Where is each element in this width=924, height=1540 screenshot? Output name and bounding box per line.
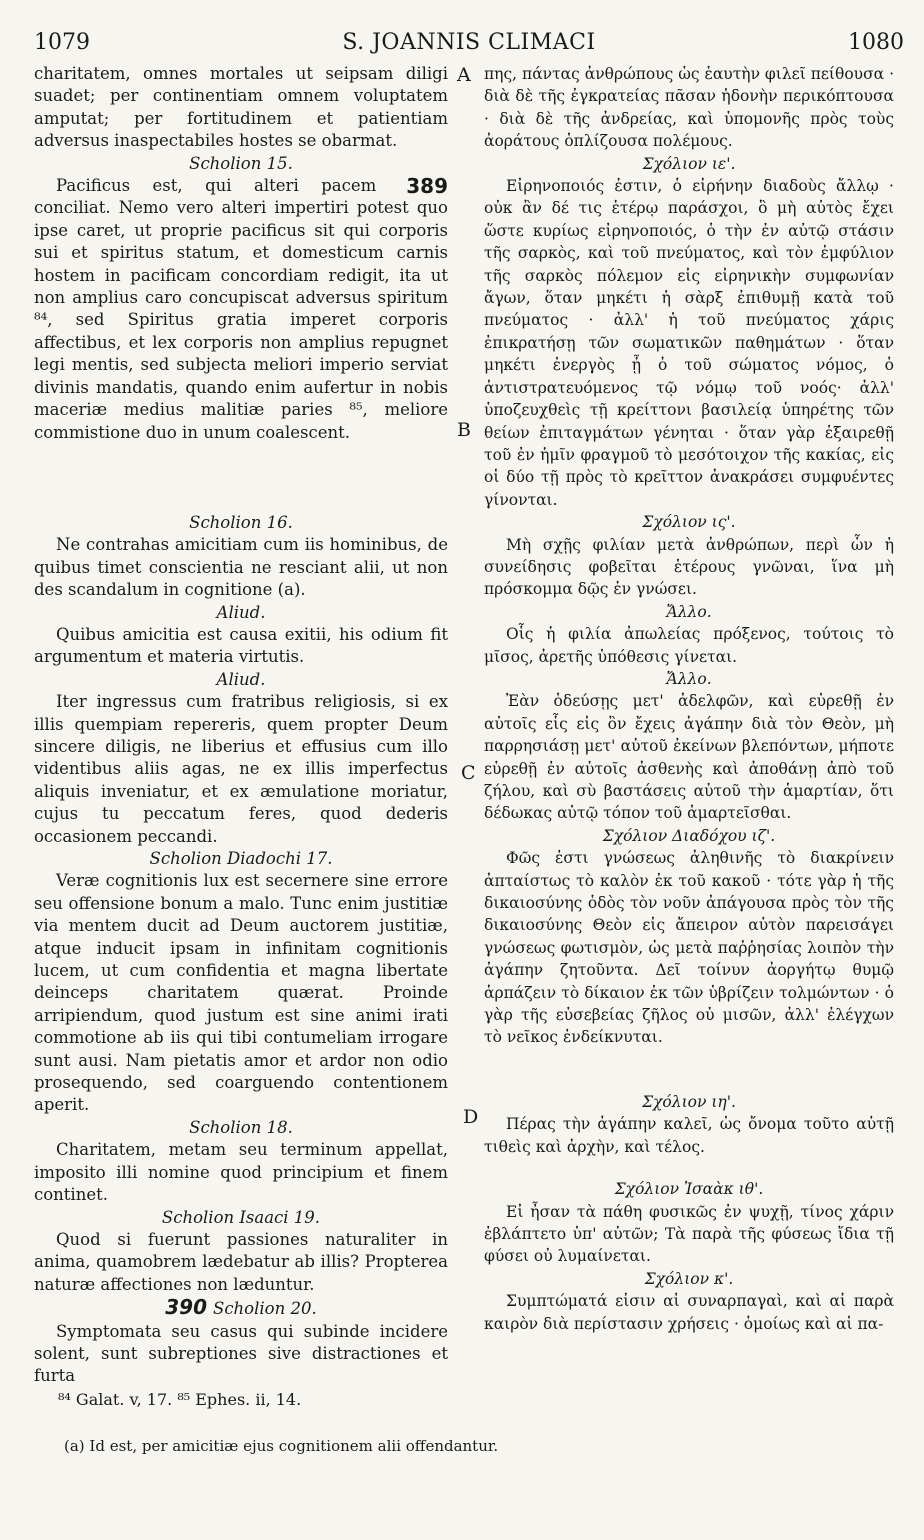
- greek-heading-20: Σχόλιον κ'.: [644, 1269, 734, 1288]
- latin-column: [34, 63, 448, 1388]
- greek-paragraph-allo-2: Ἐὰν ὁδεύσῃς μετ' ἀδελφῶν, καὶ εὑρεθῇ ἐν αὐτοῖς εἷς εἰς ὃν ἔχεις ἀγάπην διὰ τὸν Θεὸν, μὴ παρρησιάσῃ μετ' αὐτοῦ ἐκείνων βλεπόντων, μήποτε εὑρεθῇ ἐν αὐτοῖς ἀσθενὴς καὶ ἀποθάνῃ ἀπὸ τοῦ ζήλου, καὶ σὺ βαστάσεις αὐτοῦ τὴν ἁμαρτίαν, ὅτι δέδωκας αὐτῷ τόπον τοῦ ἁμαρτεῖσθαι.: [484, 692, 894, 823]
- greek-heading-18: Σχόλιον ιη'.: [642, 1092, 736, 1111]
- latin-heading-15: Scholion 15.: [189, 153, 293, 173]
- section-marker-a: A: [457, 64, 471, 86]
- latin-heading-aliud-1: Aliud.: [216, 602, 266, 622]
- page-number-left: 1079: [34, 30, 90, 55]
- section-marker-b: B: [457, 419, 471, 441]
- latin-paragraph-19: Quod si fuerunt passiones naturaliter in anima, quamobrem lædebatur ab illis? Propterea naturæ affectiones non læduntur.: [34, 1229, 448, 1294]
- latin-paragraph-15: 389 Pacificus est, qui alteri pacem conciliat. Nemo vero alteri impertiri potest quo ipse caret, ut proprie pacificus sit qui corporis sui et spiritus statum, et domesticum carnis hostem in pacificam concordiam redigit, ita ut non amplius caro concupiscat adversus spiritum ⁸⁴, sed Spiritus gratia imperet corporis affectibus, et lex corporis non amplius repugnet legi mentis, sed subjecta meliori imperio serviat divinis mandatis, quando enim aufertur in nobis maceriæ medius malitiæ paries ⁸⁵, meliore commistione duo in unum coalescent.: [34, 174, 448, 442]
- latin-paragraph-aliud-1: Quibus amicitia est causa exitii, his odium fit argumentum et materia virtutis.: [34, 624, 448, 667]
- section-marker-d: D: [463, 1106, 479, 1128]
- greek-heading-15: Σχόλιον ιε'.: [642, 154, 736, 173]
- greek-column: [484, 63, 894, 1335]
- greek-paragraph-allo-1: Οἷς ἡ φιλία ἀπωλείας πρόξενος, τούτοις τὸ μῖσος, ἀρετῆς ὑπόθεσις γίνεται.: [484, 625, 894, 666]
- greek-heading-allo-1: Ἄλλο.: [666, 602, 712, 621]
- column-number-389: 389: [406, 174, 448, 199]
- greek-heading-allo-2: Ἄλλο.: [666, 669, 712, 688]
- footnote-a: (a) Id est, per amicitiæ ejus cognitionem alii offendantur.: [64, 1437, 499, 1455]
- footnote-references: ⁸⁴ Galat. v, 17. ⁸⁵ Ephes. ii, 14.: [58, 1390, 302, 1409]
- latin-intro-paragraph: charitatem, omnes mortales ut seipsam diligi suadet; per continentiam omnem voluptatem amputat; per fortitudinem et patientiam adversus inaspectabiles hostes se obarmat.: [34, 64, 448, 151]
- greek-paragraph-17: Φῶς ἐστι γνώσεως ἀληθινῆς τὸ διακρίνειν ἀπταίστως τὸ καλὸν ἐκ τοῦ κακοῦ · τότε γὰρ ἡ τῆς δικαιοσύνης ὁδὸς τὸν νοῦν ἀπάγουσα πρὸς τὸν τῆς δικαιοσύνης Θεὸν εἰς ἄπειρον αὐτὸν παρεισάγει γνώσεως φωτισμὸν, ὡς μετὰ παῤῥησίας λοιπὸν τὴν ἀγάπην ζητοῦντα. Δεῖ τοίνυν ἀοργήτῳ θυμῷ ἁρπάζειν τὸ δίκαιον ἐκ τῶν ὑβρίζειν τολμώντων · ὁ γὰρ τῆς εὐσεβείας ζῆλος οὐ μισῶν, ἀλλ' ἐλέγχων τὸ νεῖκος ἐνδείκνυται.: [484, 849, 894, 1047]
- greek-paragraph-15: Εἰρηνοποιός ἐστιν, ὁ εἰρήνην διαδοὺς ἄλλῳ · οὐκ ἂν δέ τις ἑτέρῳ παράσχοι, ὃ μὴ αὐτὸς ἔχει ὥστε κυρίως εἰρηνοποιός, ὁ τὴν ἐν αὐτῷ στάσιν τῆς σαρκὸς, καὶ τοῦ πνεύματος, καὶ τὸν ἐμφύλιον τῆς σαρκὸς πόλεμον εἰς εἰρηνικὴν συμφωνίαν ἄγων, ὅταν μηκέτι ἡ σὰρξ ἐπιθυμῇ κατὰ τοῦ πνεύματος · ἀλλ' ἡ τοῦ πνεύματος χάρις ἐπικρατήσῃ τῶν σωματικῶν παθημάτων · ὅταν μηκέτι ἐνεργὸς ᾖ ὁ τοῦ σώματος νόμος, ὁ ἀντιστρατευόμενος τῷ νόμῳ τοῦ νοός· ἀλλ' ὑποζευχθεὶς τῇ κρείττονι βασιλείᾳ ὑπηρέτης τῶν θείων ἐπιταγμάτων γένηται · ὅταν γὰρ ἐξαιρεθῇ τοῦ ἐν ἡμῖν φραγμοῦ τὸ μεσότοιχον τῆς κακίας, εἰς οἱ δύο τῇ πρὸς τὸ κρεῖττον ἀνακράσει συμφυέντες γίνονται.: [484, 177, 894, 509]
- greek-heading-16: Σχόλιον ις'.: [642, 513, 736, 532]
- column-number-390: 390: [165, 1295, 208, 1320]
- latin-heading-16: Scholion 16.: [189, 512, 293, 532]
- latin-heading-17: Scholion Diadochi 17.: [149, 849, 333, 868]
- greek-heading-19: Σχόλιον Ἰσαὰκ ιθ'.: [614, 1180, 764, 1199]
- latin-paragraph-20: Symptomata seu casus qui subinde incidere solent, sunt subreptiones sive distractiones et furta: [34, 1321, 448, 1386]
- latin-paragraph-16: Ne contrahas amicitiam cum iis hominibus, de quibus timet conscientia ne resciant alii, ut non des scandalum in cognitione (a).: [34, 535, 448, 600]
- greek-paragraph-16: Μὴ σχῇς φιλίαν μετὰ ἀνθρώπων, περὶ ὧν ἡ συνείδησις φοβεῖται ἑτέρους γνῶναι, ἵνα μὴ πρόσκομμα δῷς ἐν γνώσει.: [484, 535, 894, 599]
- latin-paragraph-aliud-2: Iter ingressus cum fratribus religiosis, si ex illis quempiam repereris, quem propter Deum sincere diligis, ne liberius et effusius cum illo videntibus aliis agas, ne ex illis imperfectus aliquis inveniatur, et ex æmulatione moriatur, cujus tu peccatum feres, quod dederis occasionem peccandi.: [34, 692, 448, 846]
- greek-paragraph-18: Πέρας τὴν ἀγάπην καλεῖ, ὡς ὄνομα τοῦτο αὐτῇ τιθεὶς καὶ ἀρχὴν, καὶ τέλος.: [484, 1115, 894, 1156]
- latin-heading-19: Scholion Isaaci 19.: [161, 1207, 321, 1227]
- latin-paragraph-18: Charitatem, metam seu terminum appellat, imposito illi nomine quod principium et finem continet.: [34, 1140, 448, 1205]
- greek-intro-paragraph: πης, πάντας ἀνθρώπους ὡς ἑαυτὴν φιλεῖ πείθουσα · διὰ δὲ τῆς ἐγκρατείας πᾶσαν ἡδονὴν περικόπτουσα · διὰ δὲ τῆς ἀνδρείας, καὶ ὑπομονῆς πρὸς τοὺς ἀοράτους ὁπλίζουσα πολέμους.: [484, 65, 894, 151]
- page-header: [34, 30, 904, 60]
- section-marker-c: C: [461, 762, 476, 784]
- greek-paragraph-19: Εἰ ἦσαν τὰ πάθη φυσικῶς ἐν ψυχῇ, τίνος χάριν ἐβλάπτετο ὑπ' αὐτῶν; Τὰ παρὰ τῆς φύσεως ἴδια τῇ φύσει οὐ λυμαίνεται.: [484, 1202, 894, 1266]
- page-number-right: 1080: [848, 30, 904, 55]
- latin-paragraph-17: Veræ cognitionis lux est secernere sine errore seu offensione bonum a malo. Tunc enim justitiæ via mentem ducit ad Deum auctorem justitiæ, atque inducit ipsam in infinitam cognitionis lucem, ut cum confidentia et magna libertate deinceps charitatem quærat. Proinde arripiendum, quod justum est sine animi irati commotione ab iis qui tibi contumeliam irrogare sunt ausi. Nam pietatis amor et ardor non odio prosequendo, sed coarguendo contentionem aperit.: [34, 871, 448, 1115]
- running-title: S. JOANNIS CLIMACI: [342, 30, 596, 55]
- greek-heading-17: Σχόλιον Διαδόχου ιζ'.: [602, 826, 776, 845]
- latin-heading-20: 390 Scholion 20.: [165, 1295, 317, 1320]
- latin-heading-aliud-2: Aliud.: [216, 669, 266, 689]
- latin-heading-18: Scholion 18.: [189, 1117, 293, 1137]
- greek-paragraph-20: Συμπτώματά εἰσιν αἱ συναρπαγαὶ, καὶ αἱ παρὰ καιρὸν διὰ περίστασιν χρήσεις · ὁμοίως καὶ αἱ πα-: [484, 1292, 894, 1333]
